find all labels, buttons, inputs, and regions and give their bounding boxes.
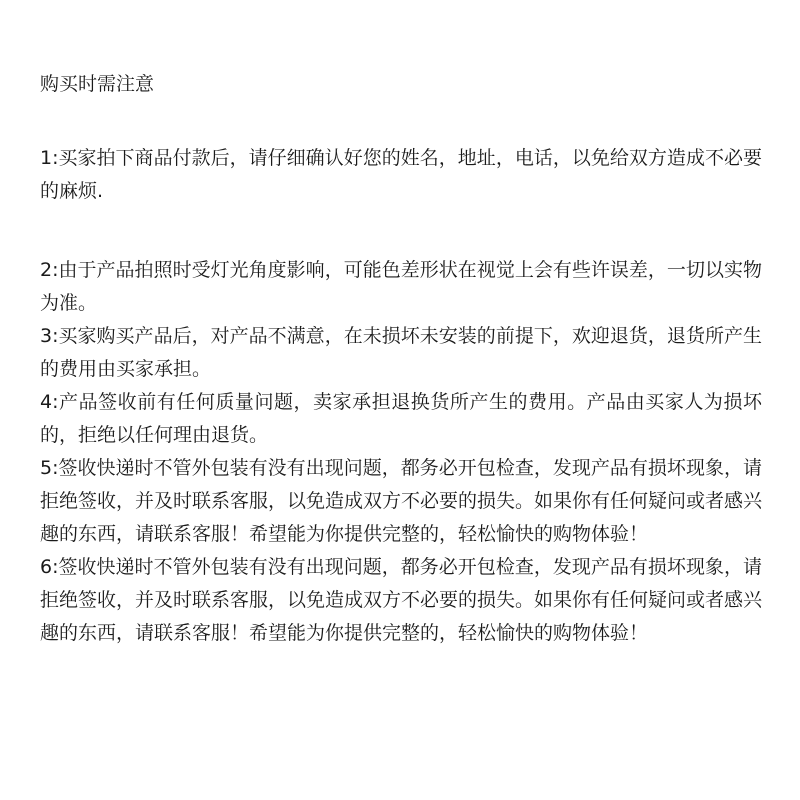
notice-item-6: 6:签收快递时不管外包装有没有出现问题，都务必开包检查，发现产品有损坏现象，请拒绝签收，并及时联系客服，以免造成双方不必要的损失。如果你有任何疑问或者感兴趣的东西，请联系客服！希望能为你提供完整的，轻松愉快的购物体验！ [40,556,763,644]
notice-item-1: 1:买家拍下商品付款后，请仔细确认好您的姓名，地址，电话，以免给双方造成不必要的麻烦. [40,147,762,202]
notice-item-2: 2:由于产品拍照时受灯光角度影响，可能色差形状在视觉上会有些许误差，一切以实物为准。 [40,259,762,314]
document-title: 购买时需注意 [40,73,155,95]
notice-item-3: 3:买家购买产品后，对产品不满意，在未损坏未安装的前提下，欢迎退货，退货所产生的费用由买家承担。 [40,325,762,380]
purchase-notice-document [40,68,762,650]
notice-item-5: 5:签收快递时不管外包装有没有出现问题，都务必开包检查，发现产品有损坏现象，请拒绝签收，并及时联系客服，以免造成双方不必要的损失。如果你有任何疑问或者感兴趣的东西，请联系客服！希望能为你提供完整的，轻松愉快的购物体验！ [40,457,763,545]
notice-item-4: 4:产品签收前有任何质量问题，卖家承担退换货所产生的费用。产品由买家人为损坏的，拒绝以任何理由退货。 [40,391,762,446]
